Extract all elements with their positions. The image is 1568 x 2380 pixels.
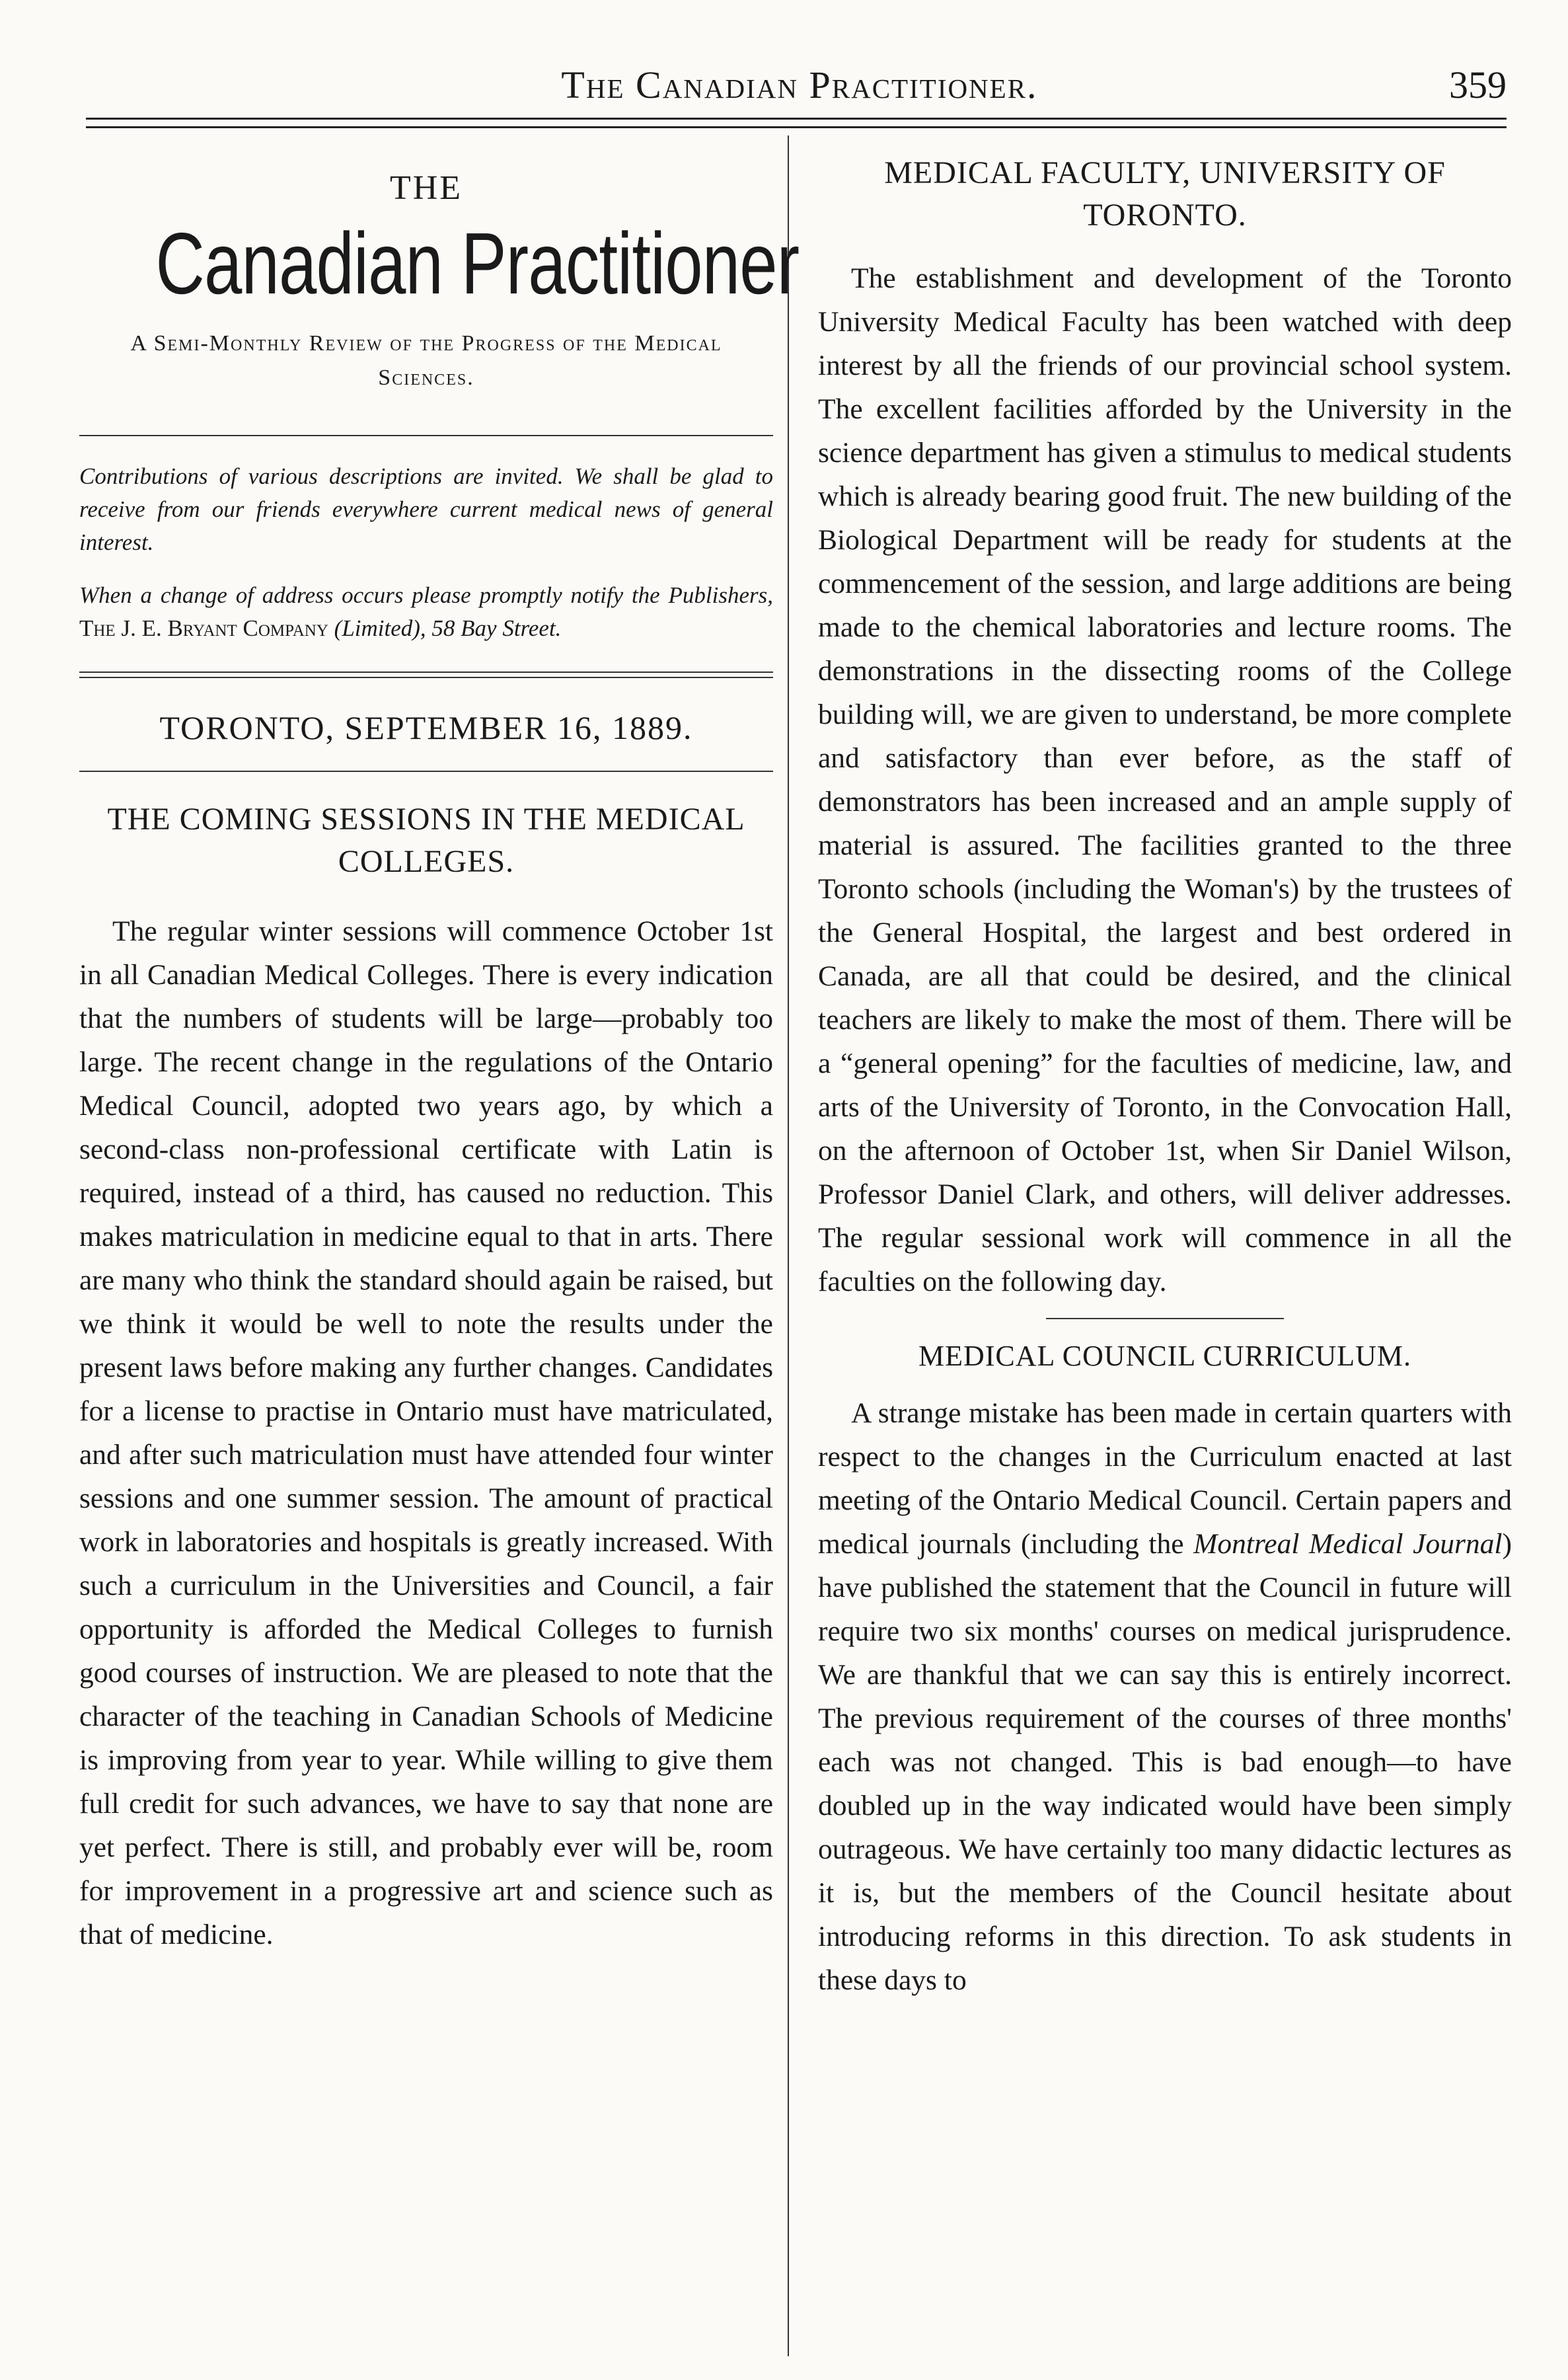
article-heading-council-curriculum: MEDICAL COUNCIL CURRICULUM. — [918, 1340, 1412, 1372]
masthead-the: THE — [389, 169, 463, 207]
curriculum-text-end: ) have published the statement that the Council in future will require two six months' courses on medical jurisprudence. We are thankful that we can say this is entirely incorrect. The previous requirement of the courses of three months' each was not changed. This is bad enough—to have doubled up in the way indicated would have been simply outrageous. We have certainly too many didactic lectures as it is, but the members of the Council hesitate about introducing reforms in this direction. To ask students in these days to — [818, 1528, 1512, 1996]
page-number: 359 — [1449, 63, 1507, 106]
right-column — [818, 152, 1512, 2002]
masthead-subtitle: A Semi-Monthly Review of the Progress of the Medical Sciences. — [130, 331, 722, 390]
article-body-medical-faculty: The establishment and development of the Toronto University Medical Faculty has been watched with deep interest by all the friends of our provincial school system. The excellent facilities afforded by the University in the science department has given a stimulus to medical students which is already bearing good fruit. The new building of the Biological Department will be ready for students at the commencement of the session, and large additions are being made to the chemical laboratories and lecture rooms. The demonstrations in the dissecting rooms of the College building will, we are given to understand, be more complete and satisfactory than ever before, as the staff of demonstrators has been increased and an ample supply of material is assured. The facilities granted to the three Toronto schools (including the Woman's) by the trustees of the General Hospital, the largest and best ordered in Canada, are all that could be desired, and the clinical teachers are likely to make the most of them. There will be a “general opening” for the faculties of medicine, law, and arts of the University of Toronto, in the Convocation Hall, on the afternoon of October 1st, when Sir Daniel Wilson, Professor Daniel Clark, and others, will deliver addresses. The regular sessional work will commence in all the faculties on the following day. — [818, 262, 1512, 1297]
publisher-name: The J. E. Bryant Company — [79, 615, 328, 641]
dateline-rule — [79, 771, 773, 772]
contributions-notice: Contributions of various descriptions are invited. We shall be glad to receive from our friends everywhere current medical news of general interest. — [79, 463, 773, 555]
address-notice-end: (Limited), 58 Bay Street. — [328, 615, 562, 641]
running-title: The Canadian Practitioner. — [561, 63, 1038, 106]
address-notice-text: When a change of address occurs please promptly notify the Publishers, — [79, 582, 773, 608]
dateline: TORONTO, SEPTEMBER 16, 1889. — [159, 709, 693, 746]
article-heading-coming-sessions: THE COMING SESSIONS IN THE MEDICAL COLLEGES. — [107, 802, 745, 879]
left-column — [79, 152, 800, 1956]
address-notice — [79, 579, 773, 645]
section-rule — [1046, 1318, 1284, 1319]
article-body-council-curriculum — [818, 1391, 1512, 2002]
column-divider — [788, 135, 789, 2356]
journal-title: Montreal Medical Journal — [1193, 1528, 1503, 1560]
running-head — [86, 63, 1513, 109]
notice-rule — [79, 672, 773, 678]
masthead-title: Canadian Practitioner — [155, 215, 800, 312]
curriculum-text-start: A strange mistake has been made in certain quarters with respect to the changes in the Curriculum enacted at last meeting of the Ontario Medical Council. Certain papers and medical journals (including the — [818, 1397, 1512, 1560]
masthead-rule — [79, 435, 773, 436]
article-body-coming-sessions: The regular winter sessions will commence October 1st in all Canadian Medical Colleges. There is every indication that the numbers of students will be large—probably too large. The recent change in the regulations of the Ontario Medical Council, adopted two years ago, by which a second-class non-professional certificate with Latin is required, instead of a third, has caused no reduction. This makes matriculation in medicine equal to that in arts. There are many who think the standard should again be raised, but we think it would be well to note the results under the present laws before making any further changes. Candidates for a license to practise in Ontario must have matriculated, and after such matriculation must have attended four winter sessions and one summer session. The amount of practical work in laboratories and hospitals is greatly increased. With such a curriculum in the Universities and Council, a fair opportunity is afforded the Medical Colleges to furnish good courses of instruction. We are pleased to note that the character of the teaching in Canadian Schools of Medicine is improving from year to year. While willing to give them full credit for such advances, we have to say that none are yet perfect. There is still, and probably ever will be, room for improvement in a progressive art and science such as that of medicine. — [79, 915, 773, 1950]
article-heading-medical-faculty: MEDICAL FACULTY, UNIVERSITY OF TORONTO. — [884, 155, 1446, 233]
header-rule — [86, 118, 1507, 128]
